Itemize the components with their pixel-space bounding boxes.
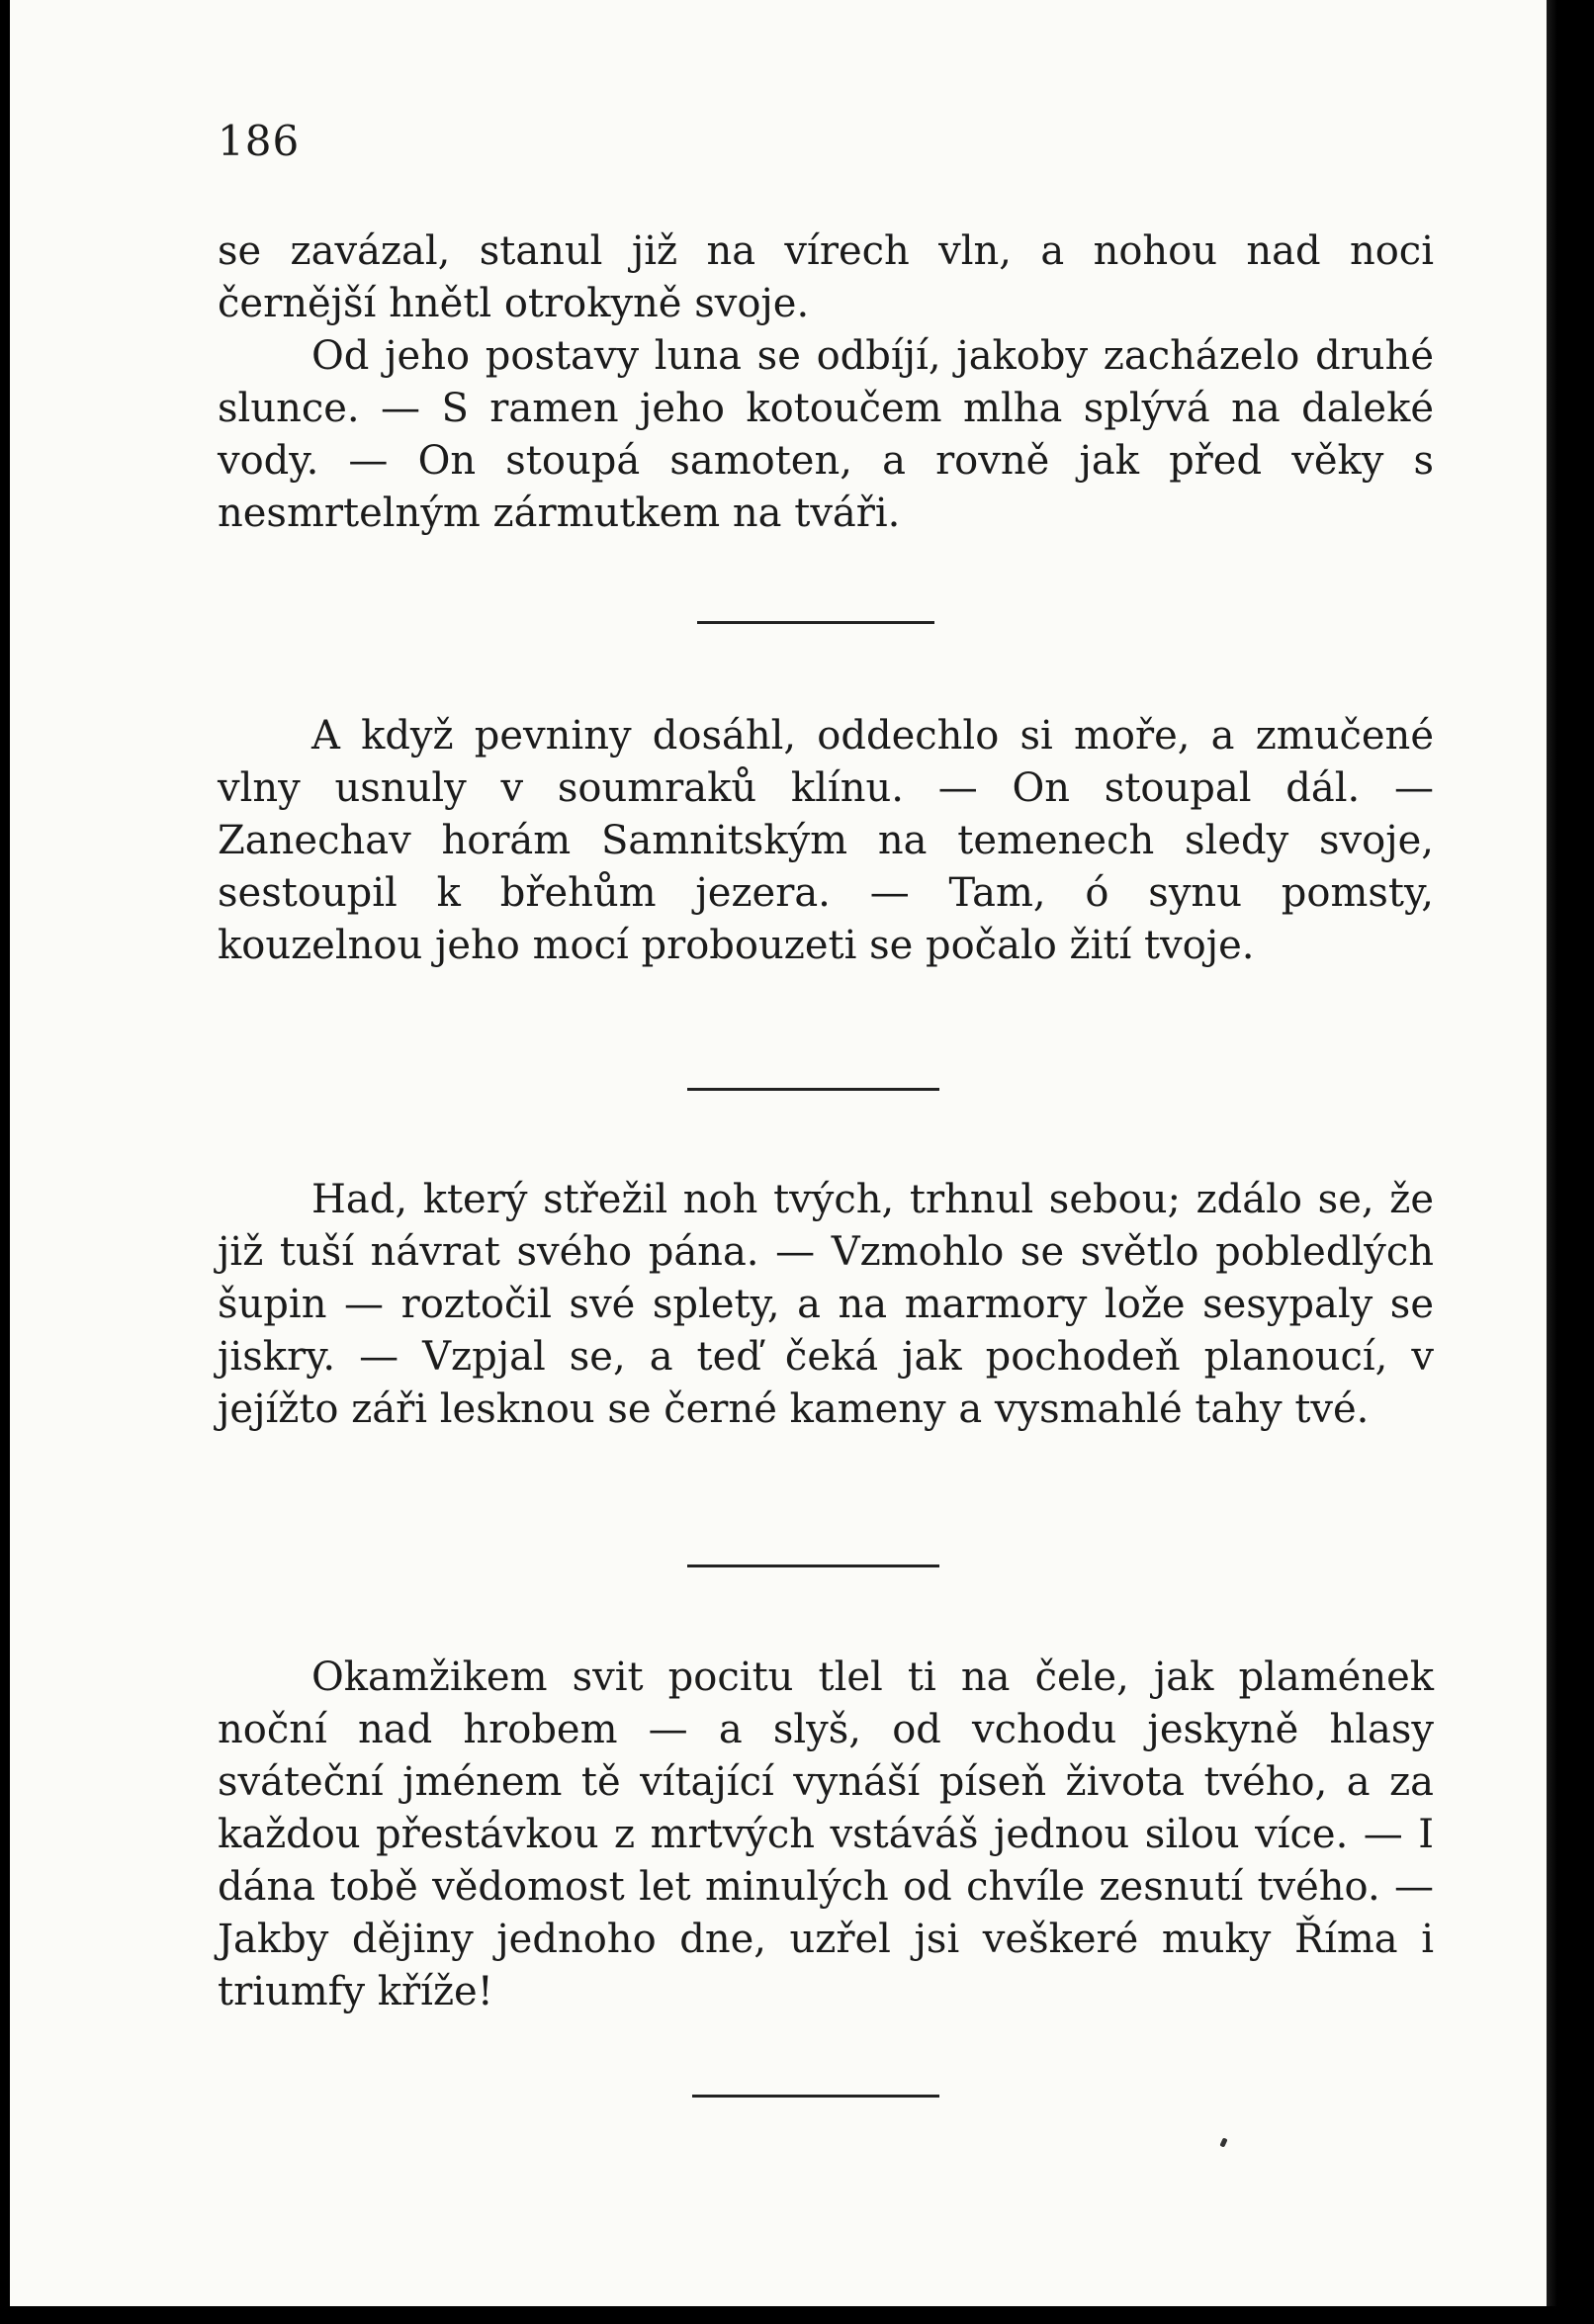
paragraph: Had, který střežil noh tvých, trhnul sebou; zdálo se, že již tuší návrat svého pána. — Vzmohlo se světlo pobledlých šupin — roztočil své splety, a na marmory lože sesypaly se jiskry. — Vzpjal se, a teď čeká jak pochodeň planoucí, v jejížto záři lesknou se černé kameny a vysmahlé tahy tvé. xyxy=(218,1177,1434,1432)
paragraph: Od jeho postavy luna se odbíjí, jakoby zacházelo druhé slunce. — S ramen jeho kotoučem mlha splývá na daleké vody. — On stoupá samoten, a rovně jak před věky s nesmrtelným zármutkem na tváři. xyxy=(218,333,1434,536)
paragraph: A když pevniny dosáhl, oddechlo si moře, a zmučené vlny usnuly v soumraků klínu. — On stoupal dál. — Zanechav horám Samnitským na temenech sledy svoje, sestoupil k břehům jezera. — Tam, ó synu pomsty, kouzelnou jeho mocí probouzeti se počalo žití tvoje. xyxy=(218,713,1434,968)
ink-speck xyxy=(1219,2137,1227,2147)
page-edge xyxy=(1547,0,1564,2306)
section-divider xyxy=(687,1564,939,1567)
section-divider xyxy=(687,1088,939,1091)
paragraph: Okamžikem svit pocitu tlel ti na čele, jak plamének noční nad hrobem — a slyš, od vchodu jeskyně hlasy sváteční jménem tě vítající vynáší píseň života tvého, a za každou přestávkou z mrtvých vstáváš jednou silou více. — I dána tobě vědomost let minulých od chvíle zesnutí tvého. — Jakby dějiny jednoho dne, uzřel jsi veškeré muky Říma i triumfy kříže! xyxy=(218,1654,1434,2014)
section-divider xyxy=(697,621,934,624)
section-2 xyxy=(218,710,1434,972)
page-number: 186 xyxy=(218,117,301,165)
section-3 xyxy=(218,1174,1434,1436)
section-4 xyxy=(218,1652,1434,2018)
section-divider xyxy=(692,2095,939,2098)
section-1 xyxy=(218,225,1434,540)
paragraph: se zavázal, stanul již na vírech vln, a nohou nad noci černější hnětl otrokyně svoje. xyxy=(218,228,1434,326)
book-page xyxy=(10,0,1564,2306)
